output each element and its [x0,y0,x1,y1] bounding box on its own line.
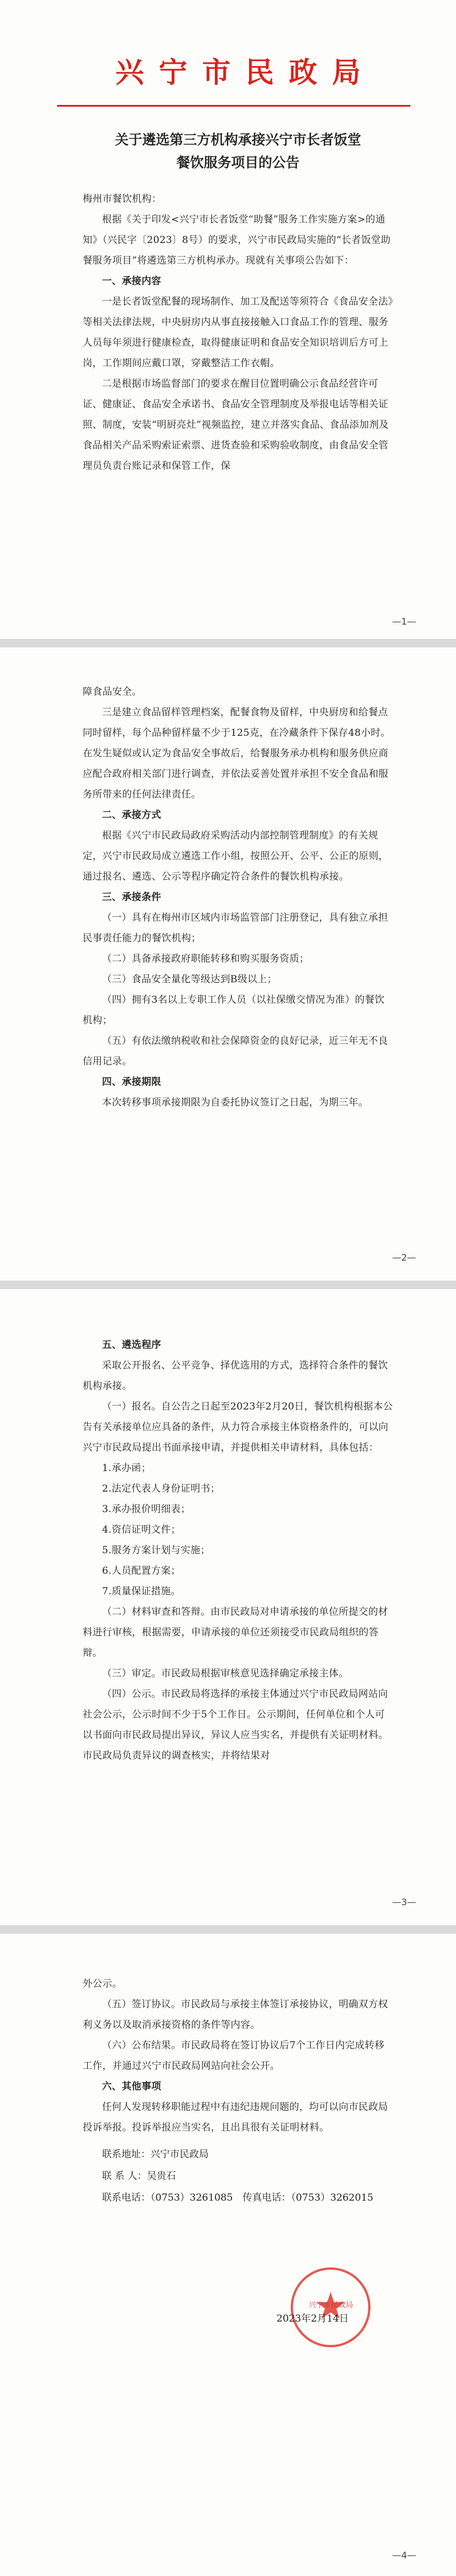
step-4-publicity: （四）公示。市民政局将选择的承接主体通过兴宁市民政局网站向社会公示，公示时间不少于5个工作日。公示期间，任何单位和个人可以书面向市民政局提出异议，异议人应当实名，并提供有关证明材料。市民政局负责异议的调查核实，并将结果对 [83,1688,389,1761]
document-page-2 [0,647,456,1281]
doc-list-item: 4.资信证明文件； [102,1524,181,1536]
condition-1: （一）具有在梅州市区域内市场监管部门注册登记，具有独立承担民事责任能力的餐饮机构； [83,912,388,944]
title-line-1: 关于遴选第三方机构承接兴宁市长者饭堂 [115,132,361,148]
condition-4: （四）拥有3名以上专职工作人员（以社保缴交情况为准）的餐饮机构； [83,994,385,1026]
step-4-continued: 外公示。 [83,1978,123,1990]
step-1-registration: （一）报名。自公告之日起至2023年2月20日，餐饮机构根据本公告有关承接单位应具备的条件，从力符合承接主体资格条件的，可以向兴宁市民政局提出书面承接申请，并提供相关申请材料，具体包括： [83,1401,393,1453]
other-matters: 任何人发现转移职能过程中有违纪违规问题的，均可以向市民政局投诉举报。投诉举报应当实名，且出具很有关证明材料。 [83,2101,388,2133]
contact-person: 联 系 人：吴贵石 [102,2170,176,2182]
page-number: —1— [392,616,416,627]
page-number: —4— [392,2550,416,2561]
step-5-agreement: （五）签订协议。市民政局与承接主体签订承接协议，明确双方权利义务以及取消承接资格的条件等内容。 [83,1999,388,2031]
mode-paragraph: 根据《兴宁市民政局政府采购活动内部控制管理制度》的有关规定，兴宁市民政局成立遴选工作小组，按照公开、公平、公正的原则，通过报名、遴选、公示等程序确定符合条件的餐饮机构承接。 [83,830,389,882]
step-2-review: （二）材料审查和答辩。由市民政局对申请承接的单位所提交的材料进行审核，根据需要，申请承接的单位还须接受市民政局组织的答辩。 [83,1606,388,1659]
section-1-heading: 一、承接内容 [102,276,161,287]
title-line-2: 餐饮服务项目的公告 [176,155,300,171]
doc-list-item: 6.人员配置方案； [102,1565,181,1577]
contact-phone: 联系电话：（0753）3261085 传真电话：（0753）3262015 [102,2192,373,2204]
page-number: —3— [392,1897,416,1907]
contact-block [83,2144,393,2209]
section-4-heading: 四、承接期限 [102,1076,161,1088]
content-item-2: 二是根据市场监督部门的要求在醒目位置明确公示食品经营许可证、健康证、食品安全承诺书、食品安全管理制度及举报电话等相关证照、制度，安装“明厨亮灶”视频监控，建立并落实食品、食品添加剂及食品相关产品采购索证索票、进货查验和采购验收制度，由食品安全管理员负责台账记录和保管工作，保 [83,378,389,472]
contact-address: 联系地址：兴宁市民政局 [102,2149,209,2160]
condition-3: （三）食品安全量化等级达到B级以上； [102,974,277,985]
letterhead-rule [57,105,410,107]
content-item-1: 一是长者饭堂配餐的现场制作、加工及配送等须符合《食品安全法》等相关法律法规，中央厨房内从事直接接触入口食品工作的管理、服务人员每年须进行健康检查，取得健康证明和食品安全知识培训后方可上岗，工作期间应戴口罩，穿戴整洁工作衣帽。 [83,296,393,369]
section-2-heading: 二、承接方式 [102,809,161,821]
salutation: 梅州市餐饮机构： [83,193,162,205]
seal-text: 兴宁市民政局 [308,2301,353,2310]
document-page-4 [0,1934,456,2576]
doc-list-item: 3.承办报价明细表； [102,1504,191,1515]
document-page-1 [0,0,456,639]
section-5-heading: 五、遴选程序 [102,1339,161,1351]
intro-paragraph: 根据《关于印发<兴宁市长者饭堂“助餐”服务工作实施方案>的通知》（兴民字〔2023〕8号）的要求，兴宁市民政局实施的“长者饭堂助餐服务项目”将遴选第三方机构承办。现就有关事项公告如下： [83,214,391,266]
procedure-intro: 采取公开报名、公平竞争、择优选用的方式，选择符合条件的餐饮机构承接。 [83,1360,388,1392]
page-number: —2— [392,1252,416,1263]
document-title [83,128,393,174]
content-item-3: 三是建立食品留样管理档案，配餐食物及留样，中央厨房和给餐点同时留样，每个品种留样量不少于125克，在冷藏条件下保存48小时。在发生疑似或认定为食品安全事故后，给餐服务承办机构和服务供应商应配合政府相关部门进行调查，并依法妥善处置并承担不安全食品和服务所带来的任何法律责任。 [83,707,390,800]
issue-date: 2023年2月14日 [276,2313,349,2324]
doc-list-item: 7.质量保证措施。 [102,1586,181,1597]
step-6-results: （六）公布结果。市民政局将在签订协议后7个工作日内完成转移工作，并通过兴宁市民政局网站向社会公开。 [83,2040,385,2072]
doc-list-item: 1.承办函； [102,1463,152,1474]
section-6-heading: 六、其他事项 [102,2081,161,2092]
section-3-heading: 三、承接条件 [102,892,161,903]
document-page-3 [0,1289,456,1925]
step-3-approval: （三）审定。市民政局根据审核意见选择确定承接主体。 [102,1668,349,1679]
condition-2: （二）具备承接政府职能转移和购买服务资质； [102,953,310,965]
condition-5: （五）有依法缴纳税收和社会保障资金的良好记录，近三年无不良信用记录。 [83,1035,388,1067]
red-letterhead: 兴宁市民政局 [115,56,376,89]
content-item-2-continued: 障食品安全。 [83,686,142,698]
doc-list-item: 5.服务方案计划与实施； [102,1545,210,1556]
doc-list-item: 2.法定代表人身份证明书； [102,1483,221,1494]
term-paragraph: 本次转移事项承接期限为自委托协议签订之日起，为期三年。 [102,1097,369,1108]
